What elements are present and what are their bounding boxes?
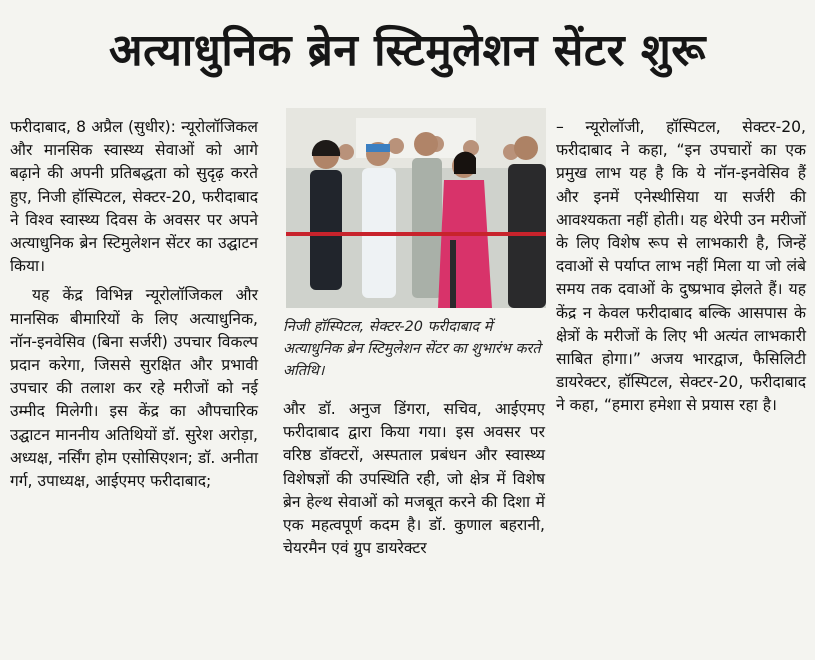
inauguration-photo: [286, 108, 546, 308]
photo-caption: निजी हॉस्पिटल, सेक्टर-20 फरीदाबाद में अत्याधुनिक ब्रेन स्टिमुलेशन सेंटर का शुभारंभ करते अतिथि।: [283, 319, 541, 379]
inauguration-photo-illustration: [286, 108, 546, 308]
paragraph: और डॉ. अनुज डिंगरा, सचिव, आईएमए फरीदाबाद द्वारा किया गया। इस अवसर पर वरिष्ठ डॉक्टरों, अस्पताल प्रबंधन और स्वास्थ्य विशेषज्ञों की उपस्थिति रही, जो क्षेत्र में विशेष ब्रेन हेल्थ सेवाओं को मजबूत करने की दिशा में एक महत्वपूर्ण कदम है। डॉ. कुणाल बहरानी, चेयरमैन एवं ग्रुप डायरेक्टर: [283, 400, 545, 558]
headline: अत्याधुनिक ब्रेन स्टिमुलेशन सेंटर शुरू: [109, 25, 706, 76]
article-column-1: [10, 116, 258, 499]
paragraph: – न्यूरोलॉजी, हॉस्पिटल, सेक्टर-20, फरीदाबाद ने कहा, “इन उपचारों का एक प्रमुख लाभ यह है कि ये नॉन-इनवेसिव हैं और इनमें एनेस्थीसिया या सर्जरी की आवश्यकता नहीं होती। यह थेरेपी उन मरीजों के लिए विशेष रूप से लाभकारी है, जिन्हें दवाओं से पर्याप्त लाभ नहीं मिला या जो लंबे समय तक दवाओं के दुष्प्रभाव झेलते हैं। यह केंद्र न केवल फरीदाबाद बल्कि आसपास के क्षेत्रों के मरीजों के लिए भी अत्यंत लाभकारी साबित होगा।” अजय भारद्वाज, फैसिलिटी डायरेक्टर, हॉस्पिटल, सेक्टर-20, फरीदाबाद ने कहा, “हमारा हमेशा से प्रयास रहा है।: [556, 118, 806, 415]
article-column-2: [283, 398, 545, 566]
paragraph: फरीदाबाद, 8 अप्रैल (सुधीर): न्यूरोलॉजिकल और मानसिक स्वास्थ्य सेवाओं को आगे बढ़ाने की अपनी प्रतिबद्धता को सुदृढ़ करते हुए, निजी हॉस्पिटल, सेक्टर-20, फरीदाबाद ने विश्व स्वास्थ्य दिवस के अवसर पर अपने अत्याधुनिक ब्रेन स्टिमुलेशन सेंटर का उद्घाटन किया।: [10, 118, 258, 276]
paragraph: यह केंद्र विभिन्न न्यूरोलॉजिकल और मानसिक बीमारियों के लिए अत्याधुनिक, नॉन-इनवेसिव (बिना सर्जरी) उपचार विकल्प प्रदान करेगा, जिससे सुरक्षित और प्रभावी उपचार की तलाश कर रहे मरीजों को नई उम्मीद मिलेगी। इस केंद्र का औपचारिक उद्घाटन माननीय अतिथियों डॉ. सुरेश अरोड़ा, अध्यक्ष, नर्सिंग होम एसोसिएशन; डॉ. अनीता गर्ग, उपाध्यक्ष, आईएमए फरीदाबाद;: [10, 286, 258, 491]
article-column-3: [556, 116, 806, 424]
